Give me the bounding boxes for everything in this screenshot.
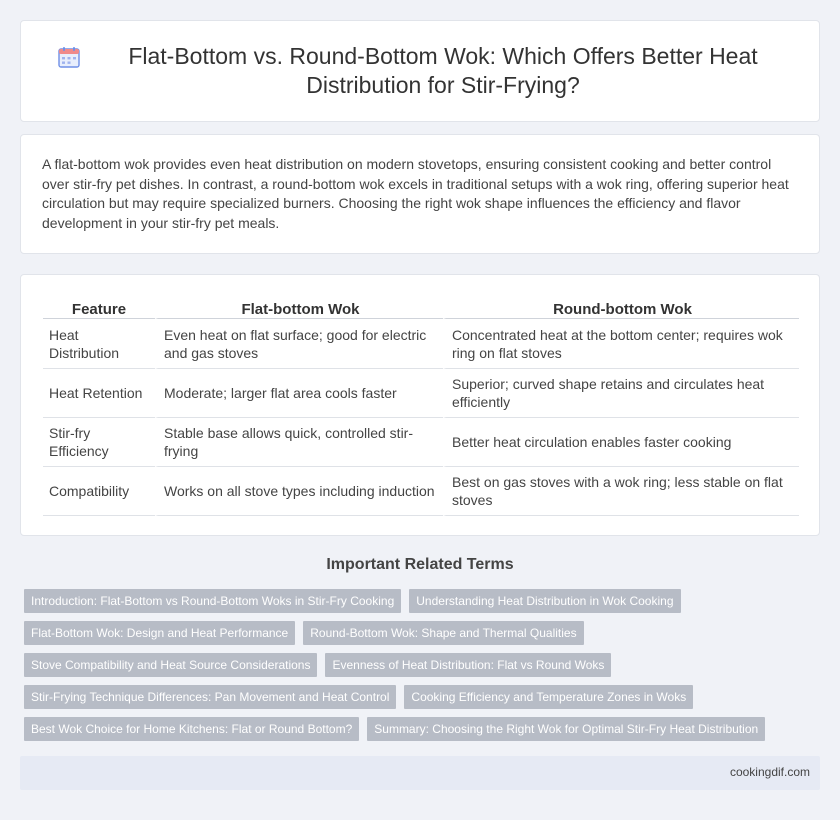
table-cell: Stir-fry Efficiency [43,418,155,467]
related-term-link[interactable]: Round-Bottom Wok: Shape and Thermal Qualities [303,621,583,645]
table-cell: Heat Distribution [43,319,155,369]
related-term-link[interactable]: Evenness of Heat Distribution: Flat vs Round Woks [325,653,611,677]
summary-text: A flat-bottom wok provides even heat distribution on modern stovetops, ensuring consistent cooking and better control over stir-fry pet dishes. In contrast, a round-bottom wok excels in traditional setups with a wok ring, offering superior heat circulation but may require specialized burners. Choosing the right wok shape influences the efficiency and flavor development in your stir-fry pet meals. [42,156,789,231]
table-cell: Concentrated heat at the bottom center; requires wok ring on flat stoves [443,319,799,369]
tag-row [24,653,824,677]
related-terms-list [24,589,824,749]
calendar-icon [57,45,81,69]
table-header: Feature [43,295,155,319]
footer-site-link[interactable]: cookingdif.com [729,765,810,779]
related-terms-title: Important Related Terms [326,556,514,573]
table-row [43,319,799,369]
table-header: Flat-bottom Wok [155,295,443,319]
comparison-table [43,295,799,516]
comparison-table-card [20,274,820,536]
tag-row [24,717,824,741]
table-row [43,467,799,516]
tag-row [24,589,824,613]
header-card [20,20,820,122]
table-cell: Stable base allows quick, controlled stir-frying [155,418,443,467]
table-cell: Works on all stove types including induction [155,467,443,516]
table-cell: Even heat on flat surface; good for electric and gas stoves [155,319,443,369]
table-header: Round-bottom Wok [443,295,799,319]
table-cell: Better heat circulation enables faster cooking [443,418,799,467]
related-term-link[interactable]: Understanding Heat Distribution in Wok Cooking [409,589,680,613]
page-title: Flat-Bottom vs. Round-Bottom Wok: Which Offers Better Heat Distribution for Stir-Frying? [128,43,758,98]
related-term-link[interactable]: Introduction: Flat-Bottom vs Round-Bottom Woks in Stir-Fry Cooking [24,589,401,613]
footer [20,756,820,790]
related-term-link[interactable]: Best Wok Choice for Home Kitchens: Flat or Round Bottom? [24,717,359,741]
summary-card [20,134,820,254]
table-cell: Best on gas stoves with a wok ring; less stable on flat stoves [443,467,799,516]
table-cell: Compatibility [43,467,155,516]
related-term-link[interactable]: Stir-Frying Technique Differences: Pan Movement and Heat Control [24,685,396,709]
table-cell: Heat Retention [43,369,155,418]
tag-row [24,685,824,709]
tag-row [24,621,824,645]
table-cell: Superior; curved shape retains and circulates heat efficiently [443,369,799,418]
table-row [43,369,799,418]
related-term-link[interactable]: Summary: Choosing the Right Wok for Optimal Stir-Fry Heat Distribution [367,717,765,741]
related-term-link[interactable]: Stove Compatibility and Heat Source Considerations [24,653,317,677]
table-header-row [43,295,799,319]
related-term-link[interactable]: Cooking Efficiency and Temperature Zones in Woks [404,685,693,709]
related-term-link[interactable]: Flat-Bottom Wok: Design and Heat Performance [24,621,295,645]
table-row [43,418,799,467]
table-cell: Moderate; larger flat area cools faster [155,369,443,418]
